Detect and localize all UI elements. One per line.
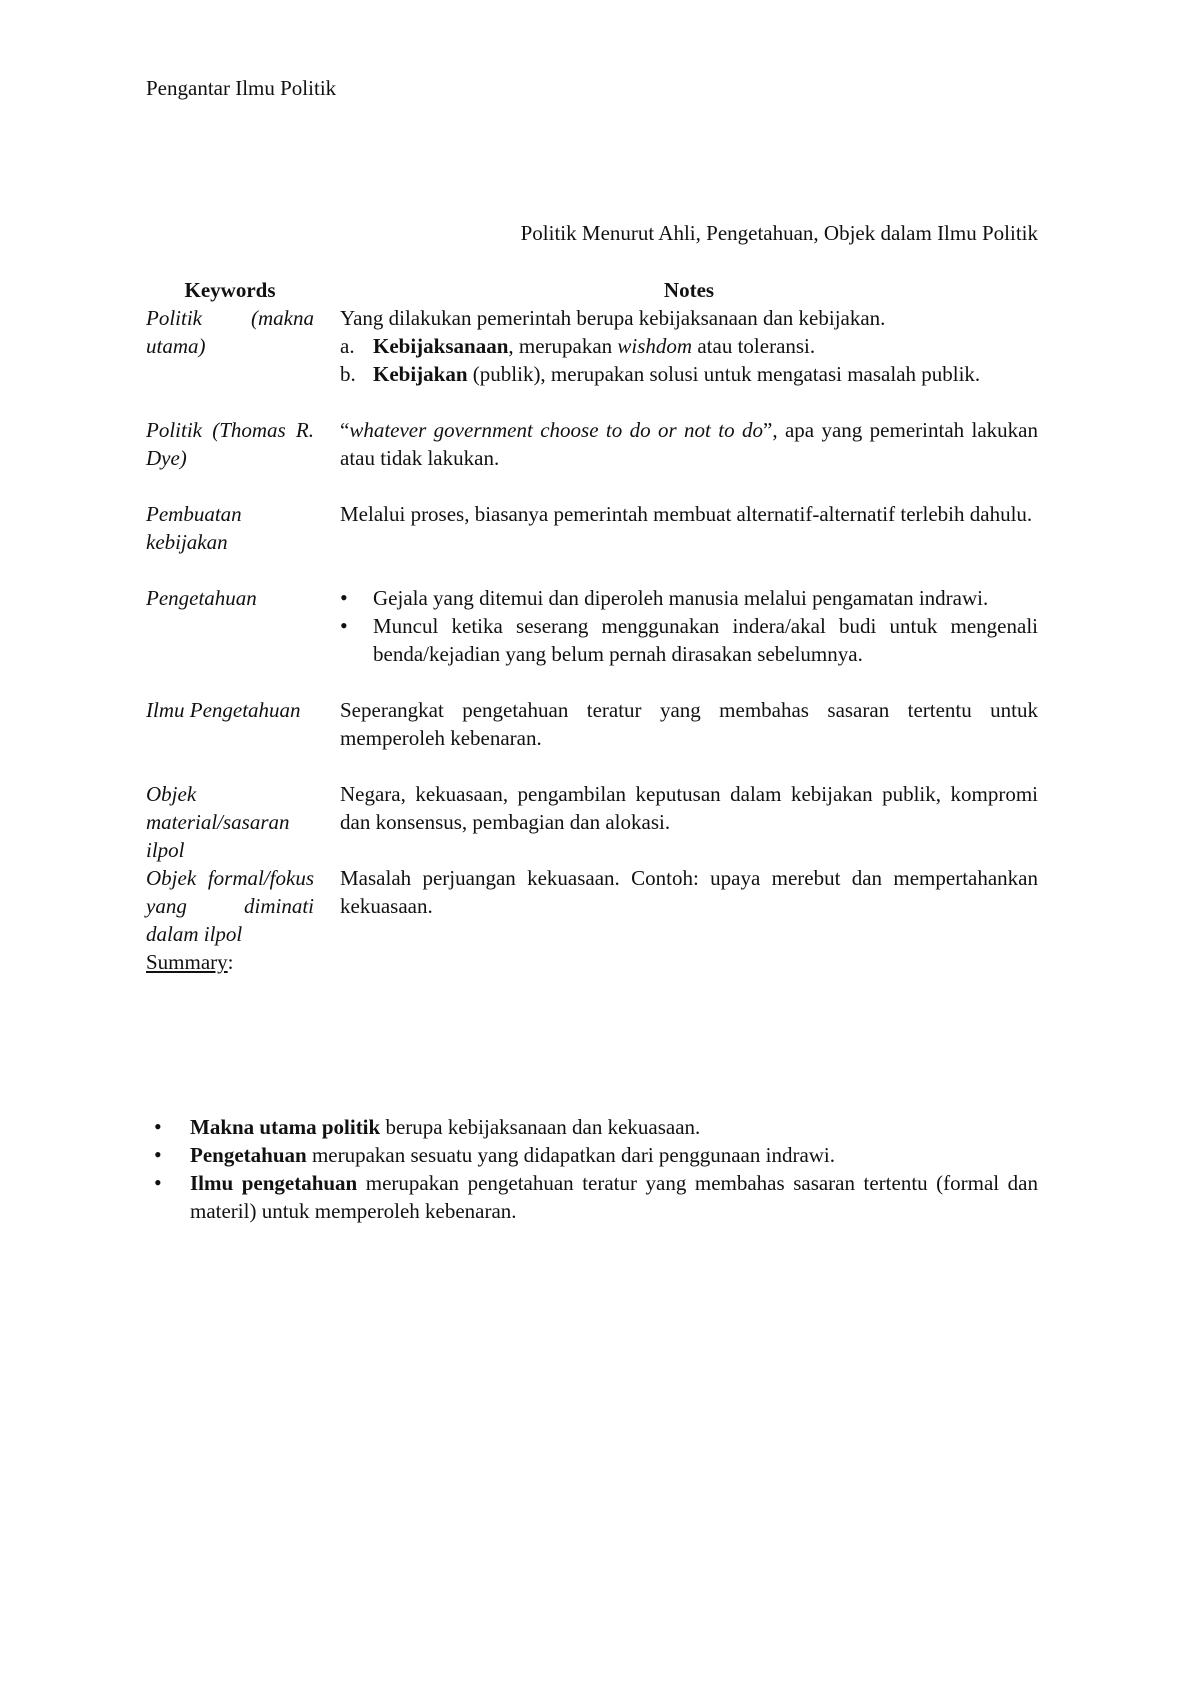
table-row (146, 864, 1038, 976)
term-bold: Kebijaksanaan (373, 334, 509, 358)
table-row (146, 304, 1038, 388)
note-bullet-list (340, 584, 1038, 668)
note-cell (340, 416, 1038, 472)
term-text: , merupakan (508, 334, 618, 358)
summary-item (146, 1141, 1038, 1169)
keyword-cell: Ilmu Pengetahuan (146, 698, 301, 722)
term-bold: Kebijakan (373, 362, 468, 386)
keyword-cell: Politik (Thomas R. Dye) (146, 418, 314, 470)
keyword-cell: Pengetahuan (146, 586, 257, 610)
open-quote: “ (340, 418, 350, 442)
summary-label: Summary (146, 950, 228, 974)
page-header: Pengantar Ilmu Politik (146, 76, 337, 100)
list-item (340, 360, 1038, 388)
summary-text: berupa kebijaksanaan dan kekuasaan. (380, 1115, 701, 1139)
note-cell: Masalah perjuangan kekuasaan. Contoh: upaya merebut dan mempertahankan kekuasaan. (340, 866, 1038, 918)
list-marker: a. (340, 334, 355, 358)
document-title: Politik Menurut Ahli, Pengetahuan, Objek dalam Ilmu Politik (520, 221, 1038, 245)
table-row (146, 780, 1038, 864)
bullet-icon: • (154, 1170, 162, 1195)
table-row (146, 500, 1038, 556)
term-text: atau toleransi. (692, 334, 816, 358)
table-header-row (146, 276, 1038, 304)
summary-term: Makna utama politik (190, 1115, 381, 1139)
list-item (340, 584, 1038, 612)
summary-text: merupakan pengetahuan teratur yang membahas sasaran tertentu (formal dan materil) untuk memperoleh kebenaran. (190, 1171, 1038, 1223)
bullet-icon: • (154, 1142, 162, 1167)
table-row (146, 416, 1038, 472)
list-item (340, 332, 1038, 360)
summary-list (146, 1113, 1038, 1225)
table-row (146, 584, 1038, 668)
keywords-column-header: Keywords (184, 278, 276, 302)
note-cell: Melalui proses, biasanya pemerintah membuat alternatif-alternatif terlebih dahulu. (340, 502, 1033, 526)
list-item (340, 612, 1038, 668)
term-italic: wishdom (617, 334, 693, 358)
term-text: (publik), merupakan solusi untuk mengatasi masalah publik. (467, 362, 981, 386)
summary-heading (146, 948, 314, 976)
bullet-text: Gejala yang ditemui dan diperoleh manusia melalui pengamatan indrawi. (373, 586, 989, 610)
summary-item (146, 1113, 1038, 1141)
note-intro: Yang dilakukan pemerintah berupa kebijaksanaan dan kebijakan. (340, 306, 886, 330)
cornell-notes-table (146, 276, 1038, 976)
keyword-cell: Pembuatan kebijakan (146, 502, 242, 554)
note-cell (340, 584, 1038, 668)
summary-term: Pengetahuan (190, 1143, 307, 1167)
summary-term: Ilmu pengetahuan (190, 1171, 358, 1195)
keyword-cell (146, 864, 314, 976)
note-cell (340, 304, 1038, 388)
keyword-text: Objek formal/fokus yang diminati dalam ilpol (146, 866, 314, 946)
summary-text: merupakan sesuatu yang didapatkan dari penggunaan indrawi. (306, 1143, 836, 1167)
quote-text: whatever government choose to do or not to do (349, 418, 763, 442)
notes-column-header: Notes (663, 278, 715, 302)
note-cell: Seperangkat pengetahuan teratur yang membahas sasaran tertentu untuk memperoleh kebenaran. (340, 698, 1038, 750)
quote-explanation: ”, apa yang pemerintah lakukan atau tidak lakukan. (340, 418, 1038, 470)
summary-colon: : (227, 950, 234, 974)
bullet-icon: • (340, 613, 348, 638)
bullet-icon: • (340, 585, 348, 610)
keyword-cell: Objek material/sasaran ilpol (146, 782, 290, 862)
note-cell: Negara, kekuasaan, pengambilan keputusan dalam kebijakan publik, kompromi dan konsensus, pembagian dan alokasi. (340, 782, 1038, 834)
summary-item (146, 1169, 1038, 1225)
bullet-icon: • (154, 1114, 162, 1139)
list-marker: b. (340, 362, 356, 386)
keyword-cell: Politik (makna utama) (146, 306, 314, 358)
bullet-text: Muncul ketika seserang menggunakan indera/akal budi untuk mengenali benda/kejadian yang belum pernah dirasakan sebelumnya. (373, 614, 1038, 666)
note-list (340, 332, 1038, 388)
table-row (146, 696, 1038, 752)
